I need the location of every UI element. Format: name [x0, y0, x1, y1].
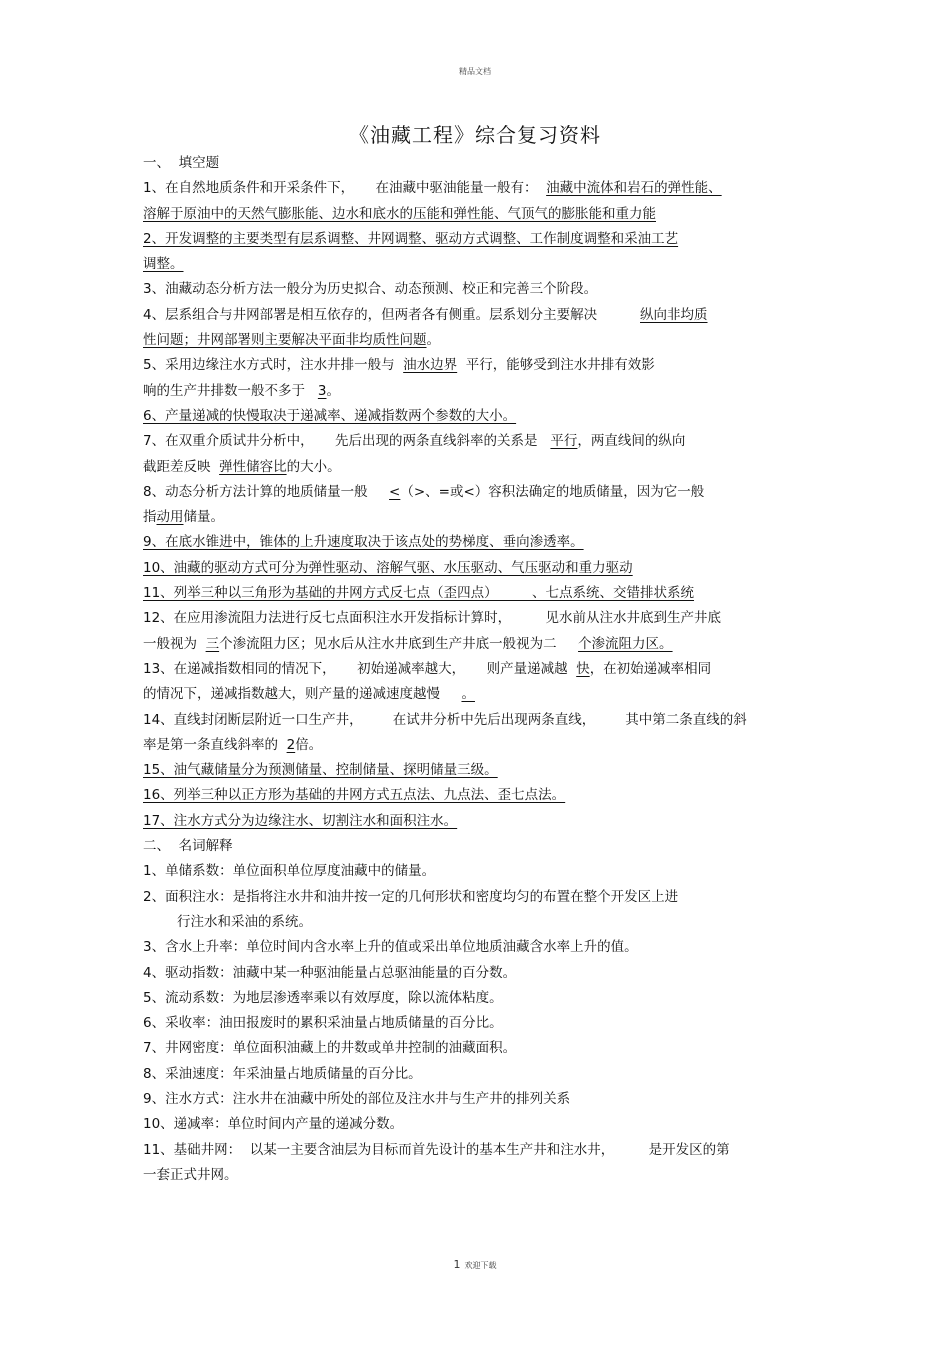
question-3: 3、油藏动态分析方法一般分为历史拟合、动态预测、校正和完善三个阶段。	[143, 281, 598, 298]
section-heading: 二、 名词解释	[143, 838, 233, 855]
page-number: 1	[453, 1258, 461, 1271]
question-17	[143, 809, 813, 834]
answer-blank: 纵向非均质	[640, 306, 708, 323]
answer-blank: 动用	[156, 509, 184, 526]
answer-blank: 17、注水方式分为边缘注水、切割注水和面积注水。	[143, 812, 458, 829]
answer-blank: 油水边界	[403, 357, 458, 374]
definition-3: 3、含水上升率：单位时间内含水率上升的值或采出单位地质油藏含水率上升的值。	[143, 939, 638, 956]
answer-blank: 6、产量递减的快慢取决于递减率、递减指数两个参数的大小。	[143, 407, 517, 424]
question-9	[143, 530, 813, 555]
definition-11-cont: 一套正式井网。	[143, 1166, 238, 1183]
definition-11: 11、基础井网： 以某一主要含油层为目标而首先设计的基本生产井和注水井， 是开发区的第	[143, 1141, 730, 1158]
answer-blank: 溶解于原油中的天然气膨胀能、边水和底水的压能和弹性能、气顶气的膨胀能和重力能	[143, 205, 656, 222]
definition-5: 5、流动系数：为地层渗透率乘以有效厚度，除以流体粘度。	[143, 989, 503, 1006]
question-14: 14、直线封闭断层附近一口生产井， 在试井分析中先后出现两条直线， 其中第二条直线的斜	[143, 711, 747, 728]
answer-blank: 油藏中流体和岩石的弹性能、	[546, 180, 722, 197]
question-7-cont: 截距差反映 弹性储容比的大小。	[143, 458, 341, 475]
question-2	[143, 227, 813, 252]
answer-blank: 2	[286, 736, 296, 753]
answer-blank: 性问题；井网部署则主要解决平面非均质性问题	[143, 332, 427, 349]
footer-text: 欢迎下载	[464, 1261, 497, 1270]
section-heading: 一、 填空题	[143, 155, 220, 171]
document-body	[143, 151, 813, 1188]
question-16	[143, 783, 813, 808]
answer-blank: 2、开发调整的主要类型有层系调整、井网调整、驱动方式调整、工作制度调整和采油工艺	[143, 230, 679, 247]
question-4-cont: 性问题；井网部署则主要解决平面非均质性问题。	[143, 332, 440, 349]
question-15	[143, 758, 813, 783]
answer-blank: 弹性储容比	[219, 458, 287, 475]
answer-blank: 个渗流阻力区。	[578, 635, 673, 652]
definition-7: 7、井网密度：单位面积油藏上的井数或单井控制的油藏面积。	[143, 1040, 517, 1057]
answer-blank: 调整。	[143, 256, 184, 273]
answer-blank: 三	[205, 635, 220, 652]
answer-blank: 11、列举三种以三角形为基础的井网方式反七点（歪四点） 、七点系统、交错排状系统	[143, 585, 695, 602]
answer-blank: 15、油气藏储量分为预测储量、控制储量、探明储量三级。	[143, 762, 498, 779]
question-11	[143, 581, 813, 606]
definition-1: 1、单储系数：单位面积单位厚度油藏中的储量。	[143, 863, 436, 880]
answer-blank: 平行	[550, 433, 578, 450]
answer-blank: 9、在底水锥进中，锥体的上升速度取决于该点处的势梯度、垂向渗透率。	[143, 534, 584, 551]
question-13-cont: 的情况下，递减指数越大，则产量的递减速度越慢 。	[143, 686, 475, 703]
question-8: 8、动态分析方法计算的地质储量一般 <（>、=或<）容积法确定的地质储量，因为它一般	[143, 483, 705, 500]
document-title: 《油藏工程》综合复习资料	[349, 123, 601, 147]
answer-blank: 16、列举三种以正方形为基础的井网方式五点法、九点法、歪七点法。	[143, 787, 566, 804]
question-5: 5、采用边缘注水方式时，注水井排一般与 油水边界 平行，能够受到注水井排有效影	[143, 357, 655, 374]
definition-8: 8、采油速度：年采油量占地质储量的百分比。	[143, 1065, 422, 1082]
question-12-cont: 一般视为 三个渗流阻力区；见水后从注水井底到生产井底一般视为二 个渗流阻力区。	[143, 635, 673, 652]
definition-10: 10、递减率：单位时间内产量的递减分数。	[143, 1116, 404, 1133]
definition-4: 4、驱动指数：油藏中某一种驱油能量占总驱油能量的百分数。	[143, 964, 517, 981]
answer-blank: 。	[461, 686, 475, 703]
definition-2: 2、面积注水：是指将注水井和油井按一定的几何形状和密度均匀的布置在整个开发区上进	[143, 888, 679, 905]
question-10	[143, 556, 813, 581]
answer-blank: 3	[317, 382, 327, 399]
answer-blank: 10、油藏的驱动方式可分为弹性驱动、溶解气驱、水压驱动、气压驱动和重力驱动	[143, 559, 633, 576]
question-14-cont: 率是第一条直线斜率的 2倍。	[143, 736, 323, 753]
question-4: 4、层系组合与井网部署是相互依存的，但两者各有侧重。层系划分主要解决 纵向非均质	[143, 306, 708, 323]
question-8-cont: 指动用储量。	[143, 509, 224, 526]
question-1-cont	[143, 202, 813, 227]
page-footer	[0, 1258, 950, 1271]
page-header: 精品文档	[459, 67, 491, 76]
question-5-cont: 响的生产井排数一般不多于 3。	[143, 382, 340, 399]
definition-6: 6、采收率：油田报废时的累积采油量占地质储量的百分比。	[143, 1015, 503, 1032]
question-6	[143, 404, 813, 429]
answer-blank: <	[389, 483, 401, 500]
question-7: 7、在双重介质试井分析中， 先后出现的两条直线斜率的关系是 平行，两直线间的纵向	[143, 433, 686, 450]
definition-2-cont: 行注水和采油的系统。	[177, 913, 312, 930]
question-12: 12、在应用渗流阻力法进行反七点面积注水开发指标计算时， 见水前从注水井底到生产井底	[143, 610, 722, 627]
answer-blank: 快	[576, 660, 590, 677]
definition-9: 9、注水方式：注水井在油藏中所处的部位及注水井与生产井的排列关系	[143, 1090, 571, 1107]
question-1: 1、在自然地质条件和开采条件下， 在油藏中驱油能量一般有： 油藏中流体和岩石的弹性能、	[143, 180, 722, 197]
question-13: 13、在递减指数相同的情况下， 初始递减率越大， 则产量递减越 快，在初始递减率相同	[143, 660, 712, 677]
question-2-cont	[143, 252, 813, 277]
